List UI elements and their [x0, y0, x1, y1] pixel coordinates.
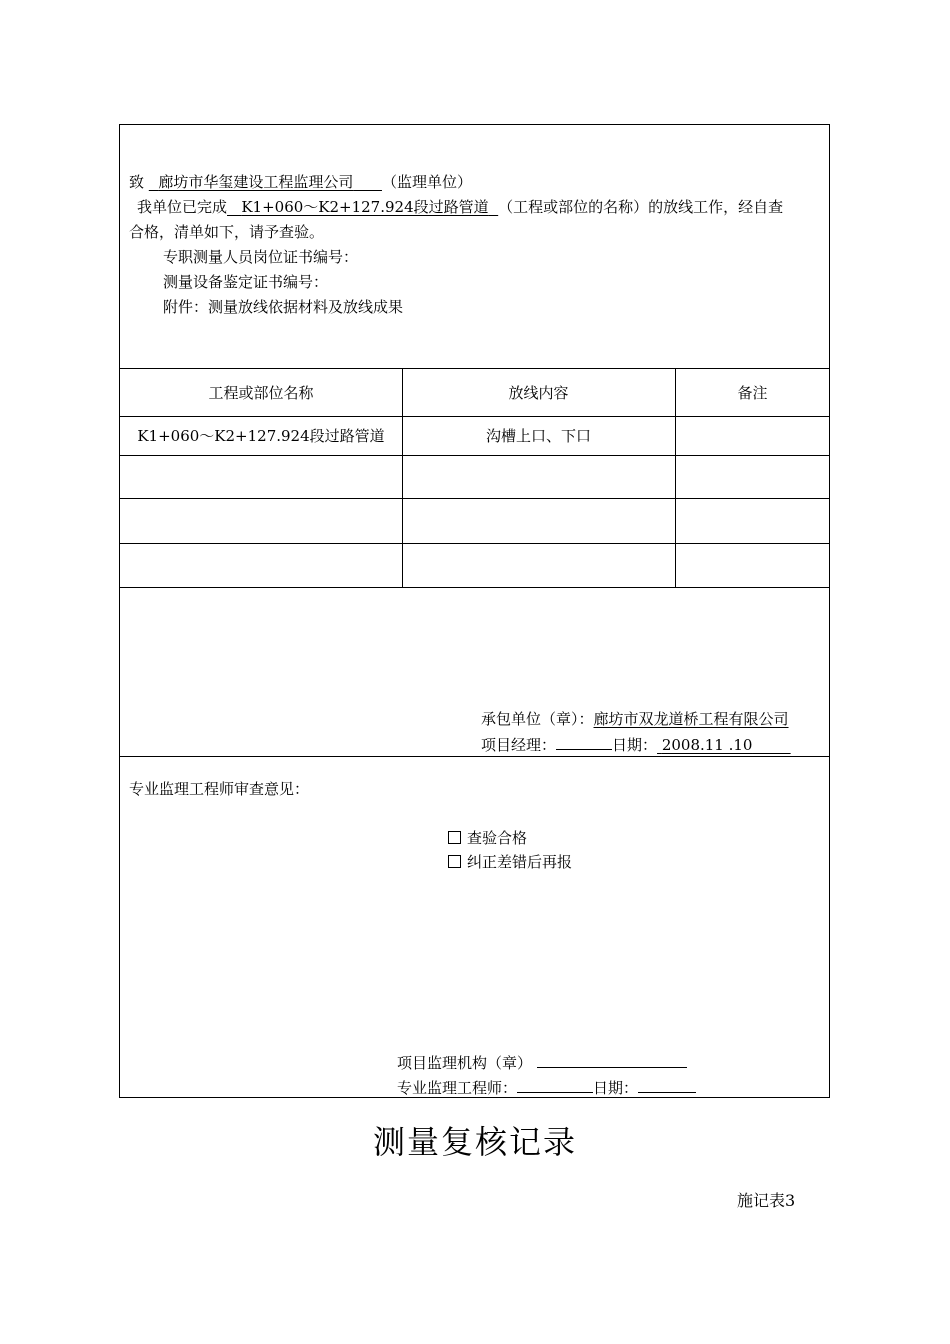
- table-cell: [675, 498, 830, 543]
- surveyor-cert-label: 专职测量人员岗位证书编号：: [163, 248, 359, 266]
- review-date-blank: [638, 1077, 696, 1093]
- equipment-cert-label: 测量设备鉴定证书编号：: [163, 273, 329, 291]
- table-cell: [120, 543, 402, 587]
- column-header-remarks: 备注: [737, 383, 768, 402]
- column-header-content: 放线内容: [508, 383, 569, 402]
- table-cell: [675, 543, 830, 587]
- table-cell: 沟槽上口、下口: [485, 427, 591, 445]
- table-cell: [402, 498, 675, 543]
- table-cell: [675, 455, 830, 498]
- contractor-name: 廊坊市双龙道桥工程有限公司: [593, 710, 789, 728]
- table-cell: [402, 455, 675, 498]
- addressee-line: 致 廊坊市华玺建设工程监理公司 （监理单位）: [129, 173, 472, 191]
- checkbox-icon[interactable]: [448, 855, 461, 868]
- column-header-name: 工程或部位名称: [208, 383, 314, 402]
- table-cell: [120, 455, 402, 498]
- engineer-signature-blank: [517, 1077, 593, 1093]
- contractor-date: 2008.11 .10: [661, 736, 753, 754]
- form-number: 施记表3: [737, 1191, 796, 1210]
- contractor-unit: 承包单位（章）：廊坊市双龙道桥工程有限公司: [481, 710, 789, 728]
- agency-seal-blank: [537, 1052, 687, 1068]
- record-form: [119, 124, 830, 1098]
- project-segment: K1+060～K2+127.924段过路管道: [241, 198, 489, 216]
- manager-date-line: 项目经理： 日期： 2008.11 .10: [481, 736, 753, 754]
- manager-signature-blank: [556, 734, 612, 750]
- attachment-label: 附件：测量放线依据材料及放线成果: [163, 298, 404, 316]
- table-cell: [402, 543, 675, 587]
- checkbox-icon[interactable]: [448, 831, 461, 844]
- engineer-date-line: 专业监理工程师： 日期：: [397, 1077, 696, 1098]
- supervisor-company: 廊坊市华玺建设工程监理公司: [158, 173, 354, 191]
- agency-seal-line: 项目监理机构（章）: [397, 1052, 687, 1073]
- completion-line-2: 合格，清单如下，请予查验。: [129, 223, 325, 241]
- table-cell: K1+060～K2+127.924段过路管道: [137, 427, 385, 445]
- table-cell: [120, 498, 402, 543]
- page-title: 测量复核记录: [372, 1123, 577, 1161]
- review-heading: 专业监理工程师审查意见：: [129, 780, 310, 798]
- option-pass[interactable]: 查验合格: [448, 828, 527, 848]
- option-fix[interactable]: 纠正差错后再报: [448, 852, 572, 872]
- divider: [120, 587, 829, 588]
- divider: [120, 756, 829, 757]
- completion-line: 我单位已完成 K1+060～K2+127.924段过路管道 （工程或部位的名称）的放线工作，经自查: [137, 198, 784, 216]
- table-cell: [675, 416, 830, 455]
